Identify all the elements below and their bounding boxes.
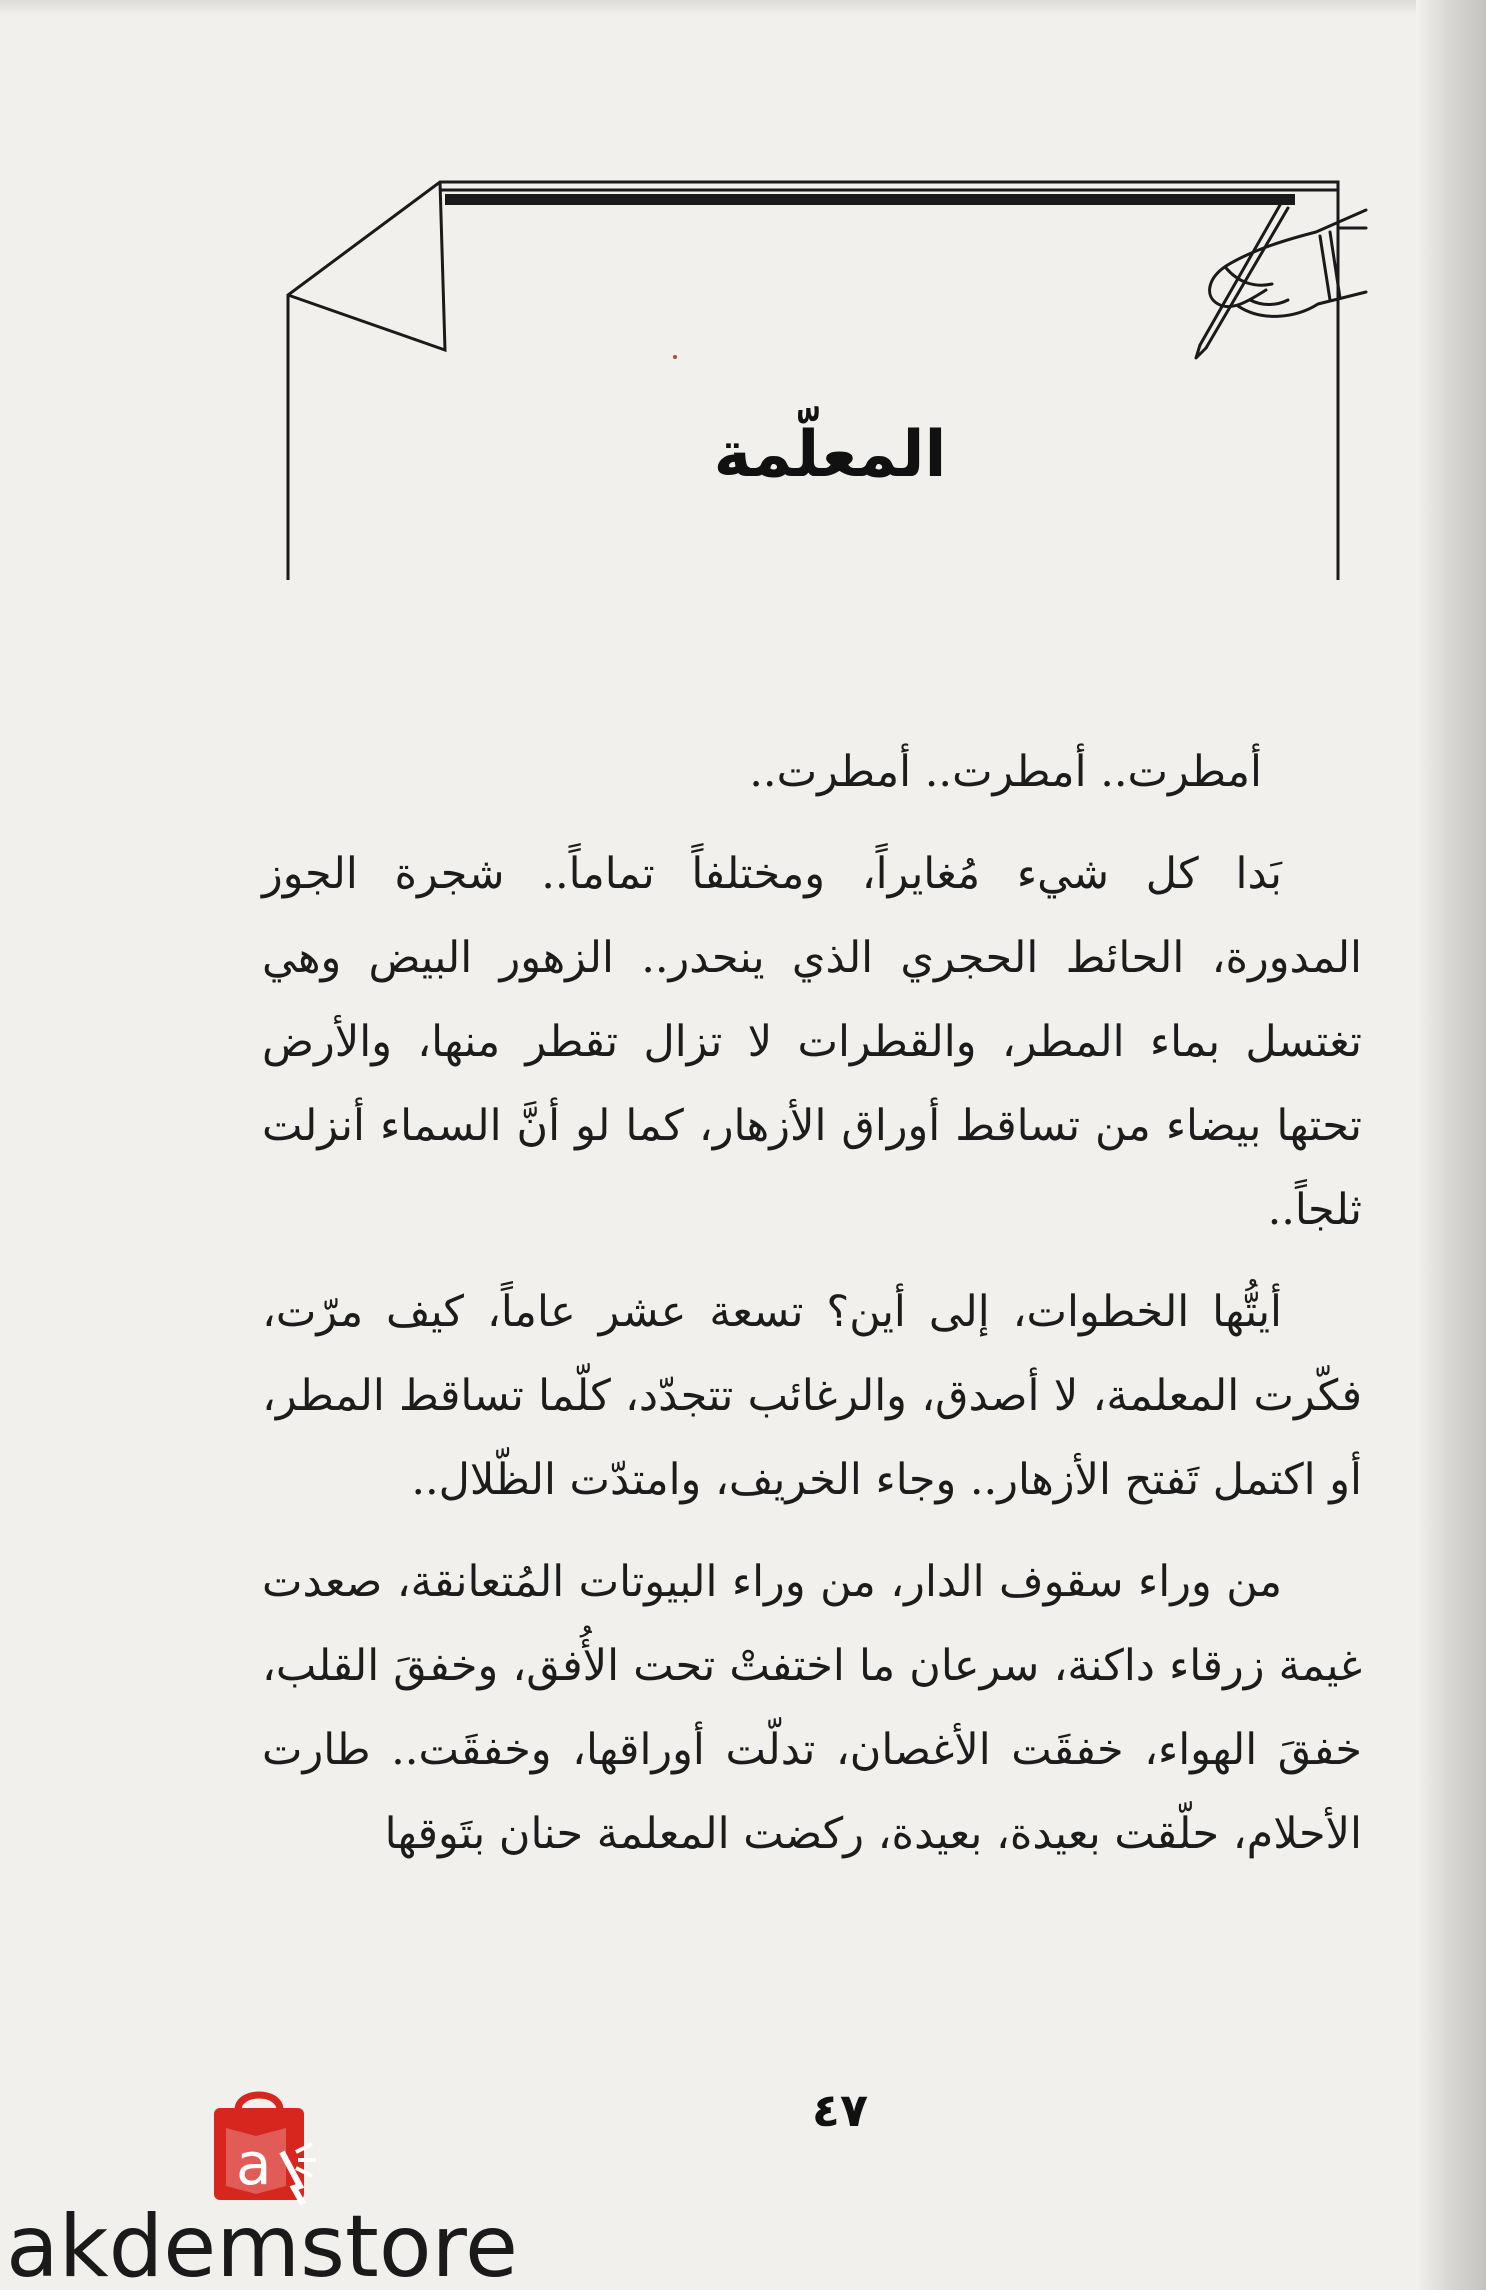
chapter-header-frame (0, 0, 1486, 600)
chapter-title: المعلّمة (713, 418, 947, 492)
page-number: ٤٧ (811, 2083, 869, 2137)
paragraph: أيتُّها الخطوات، إلى أين؟ تسعة عشر عاماً، كيف مرّت، فكّرت المعلمة، لا أصدق، والرغائب تتجدّد، كلّما تساقط المطر، أو اكتمل تَفتح الأزهار.. وجاء الخريف، وامتدّت الظّلال.. (262, 1287, 1362, 1505)
body-text (262, 730, 1362, 1894)
ink-speck (673, 355, 677, 359)
logo-wordmark: akdemstore (6, 2197, 518, 2290)
logo-letter: a (236, 2130, 272, 2198)
page-curl-corner-icon (288, 182, 445, 350)
hand-writing-pen-icon (1196, 205, 1366, 358)
shopping-bag-book-icon (214, 2095, 316, 2204)
paragraph: بَدا كل شيء مُغايراً، ومختلفاً تماماً.. شجرة الجوز المدورة، الحائط الحجري الذي ينحدر.. الزهور البيض وهي تغتسل بماء المطر، والقطرات لا تزال تقطر منها، والأرض تحتها بيضاء من تساقط أوراق الأزهار، كما لو أنَّ السماء أنزلت ثلجاً.. (262, 849, 1362, 1235)
paragraph: من وراء سقوف الدار، من وراء البيوتات المُتعانقة، صعدت غيمة زرقاء داكنة، سرعان ما اختفتْ تحت الأُفق، وخفقَ القلب، خفقَ الهواء، خفقَت الأغصان، تدلّت أوراقها، وخفقَت.. طارت الأحلام، حلّقت بعيدة، بعيدة، ركضت المعلمة حنان بتَوقها (262, 1557, 1362, 1859)
paragraph: أمطرت.. أمطرت.. أمطرت.. (749, 747, 1262, 797)
frame-outline (288, 182, 1338, 580)
akdemstore-logo (0, 2080, 560, 2290)
header-thick-rule (445, 194, 1295, 205)
